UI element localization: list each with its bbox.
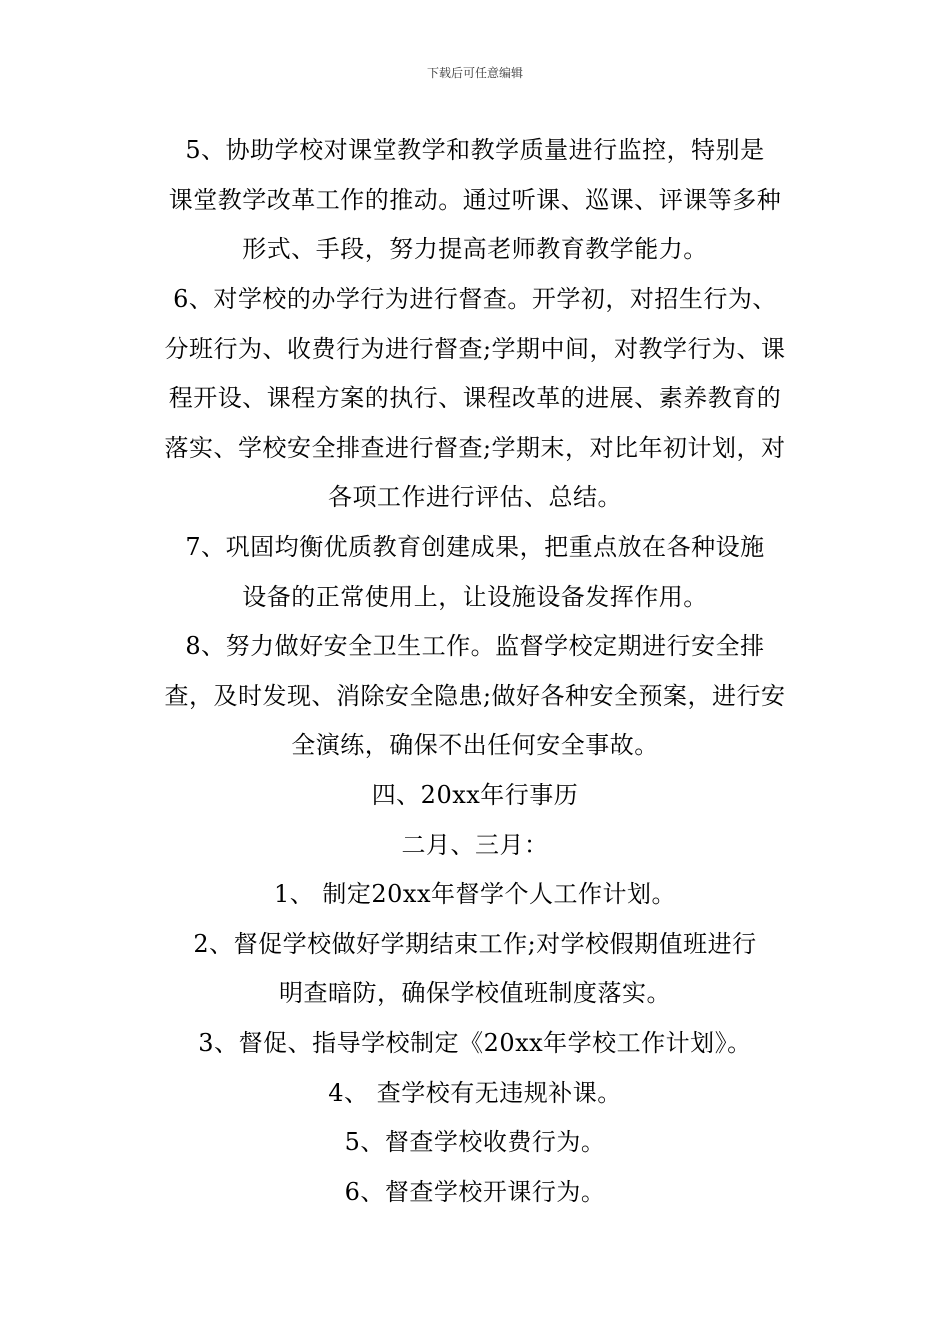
text-line: 7、巩固均衡优质教育创建成果，把重点放在各种设施 xyxy=(185,533,765,561)
text-line: 程开设、课程方案的执行、课程改革的进展、素养教育的 xyxy=(168,384,782,412)
text-line: 6、督查学校开课行为。 xyxy=(344,1178,606,1206)
text-line: 全演练，确保不出任何安全事故。 xyxy=(291,731,659,759)
text-line: 5、督查学校收费行为。 xyxy=(344,1128,606,1156)
text-line: 1、 制定20xx年督学个人工作计划。 xyxy=(273,880,676,908)
text-line: 4、 查学校有无违规补课。 xyxy=(328,1079,622,1107)
text-line: 落实、学校安全排查进行督查;学期末，对比年初计划，对 xyxy=(164,434,786,462)
text-line: 分班行为、收费行为进行督查;学期中间，对教学行为、课 xyxy=(164,335,786,363)
text-line: 形式、手段，努力提高老师教育教学能力。 xyxy=(242,235,708,263)
text-line: 5、协助学校对课堂教学和教学质量进行监控，特别是 xyxy=(185,136,765,164)
page-header: 下载后可任意编辑 xyxy=(426,66,523,80)
text-line: 查，及时发现、消除安全隐患;做好各种安全预案，进行安 xyxy=(164,682,786,710)
section-heading: 四、20xx年行事历 xyxy=(371,781,579,809)
text-line: 明查暗防，确保学校值班制度落实。 xyxy=(279,979,671,1007)
text-line: 3、督促、指导学校制定《20xx年学校工作计划》。 xyxy=(198,1029,752,1057)
text-line: 8、努力做好安全卫生工作。监督学校定期进行安全排 xyxy=(185,632,765,660)
text-line: 6、对学校的办学行为进行督查。开学初，对招生行为、 xyxy=(173,285,777,313)
text-line: 设备的正常使用上，让设施设备发挥作用。 xyxy=(242,583,708,611)
text-line: 课堂教学改革工作的推动。通过听课、巡课、评课等多种 xyxy=(168,186,782,214)
text-line: 各项工作进行评估、总结。 xyxy=(328,483,622,511)
text-line: 2、督促学校做好学期结束工作;对学校假期值班进行 xyxy=(193,930,757,958)
subsection-heading: 二月、三月： xyxy=(401,831,549,859)
